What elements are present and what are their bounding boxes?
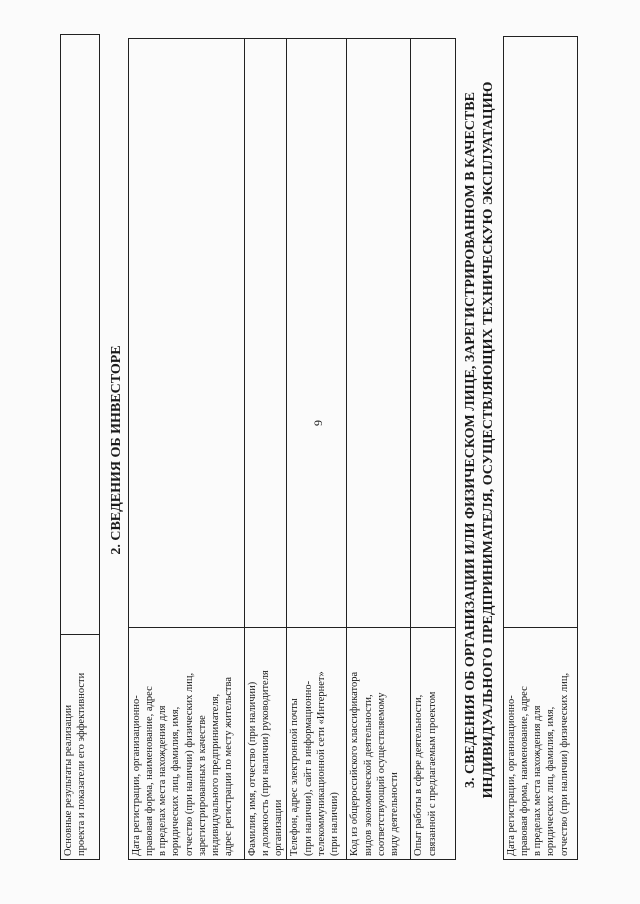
investor-okved-line: Код из общероссийского классификатора [349,671,361,856]
results-label-line2: проекта и показатели его эффективности [76,672,88,856]
investor-table [128,38,455,860]
investor-experience-value [411,39,456,628]
results-label-cell [61,635,100,860]
page-number: 9 [311,420,325,426]
operator-label-cell [504,628,578,860]
investor-registration-line: Дата регистрации, организационно- [131,695,142,856]
investor-director-value [245,39,287,628]
section3-heading-line2: ИНДИВИДУАЛЬНОГО ПРЕДПРИНИМАТЕЛЯ, ОСУЩЕСТВЛЯЮЩИХ ТЕХНИЧЕСКУЮ ЭКСПЛУАТАЦИЮ [480,81,496,799]
section3-heading-line1: 3. СВЕДЕНИЯ ОБ ОРГАНИЗАЦИИ ИЛИ ФИЗИЧЕСКОМ ЛИЦЕ, ЗАРЕГИСТРИРОВАННОМ В КАЧЕСТВЕ [463,92,478,788]
investor-contacts-value [287,39,347,628]
operator-label-line: отчество (при наличии) физических лиц, [558,672,570,856]
investor-director-line: Фамилия, имя, отчество (при наличии) [247,681,258,856]
investor-row-experience [411,628,456,860]
investor-registration-value [129,39,245,628]
investor-okved-line: соответствующий осуществляемому [375,692,387,856]
investor-director-line: и должность (при наличии) руководителя [260,670,272,856]
investor-okved-line: видов экономической деятельности, [362,694,374,856]
investor-contacts-line: (при наличии), сайт в информационно- [302,680,314,856]
investor-registration-line: зарегистрированных в качестве [196,715,208,856]
investor-registration-line: в пределах места нахождения для [157,705,169,856]
investor-registration-line: правовая форма, наименование, адрес [144,686,156,856]
section3-heading [462,35,497,845]
investor-director-line: организации [273,799,285,856]
operator-label-line: Дата регистрации, организационно- [506,695,517,856]
investor-contacts-line: телекоммуникационной сети «Интернет» [315,671,327,856]
operator-label-line: правовая форма, наименование, адрес [519,686,531,856]
operator-value-cell [504,37,578,628]
investor-experience-line: Опыт работы в сфере деятельности, [413,694,425,856]
operator-label-line: в пределах места нахождения для [532,705,544,856]
investor-registration-line: индивидуального предпринимателя, [209,693,221,856]
operator-label-line: юридических лиц, фамилия, имя, [545,706,557,856]
investor-experience-line: связанной с предлагаемым проектом [426,691,438,856]
investor-registration-line: отчество (при наличии) физических лиц, [183,672,195,856]
investor-okved-line: виду деятельности [388,772,400,856]
results-table [60,34,100,860]
investor-row-registration [129,628,245,860]
investor-contacts-line: Телефон, адрес электронной почты [289,698,301,856]
operator-table [503,36,578,860]
section2-heading: 2. СВЕДЕНИЯ ОБ ИНВЕСТОРЕ [109,345,124,555]
investor-registration-line: адрес регистрации по месту жительства [222,677,234,856]
investor-row-contacts [287,628,347,860]
investor-row-okved [347,628,411,860]
investor-okved-value [347,39,411,628]
results-value-cell [61,35,100,635]
results-label-line1: Основные результаты реализации [63,704,74,856]
investor-row-director [245,628,287,860]
investor-contacts-line: (при наличии) [328,792,340,856]
investor-registration-line: юридических лиц, фамилия, имя, [170,706,182,856]
